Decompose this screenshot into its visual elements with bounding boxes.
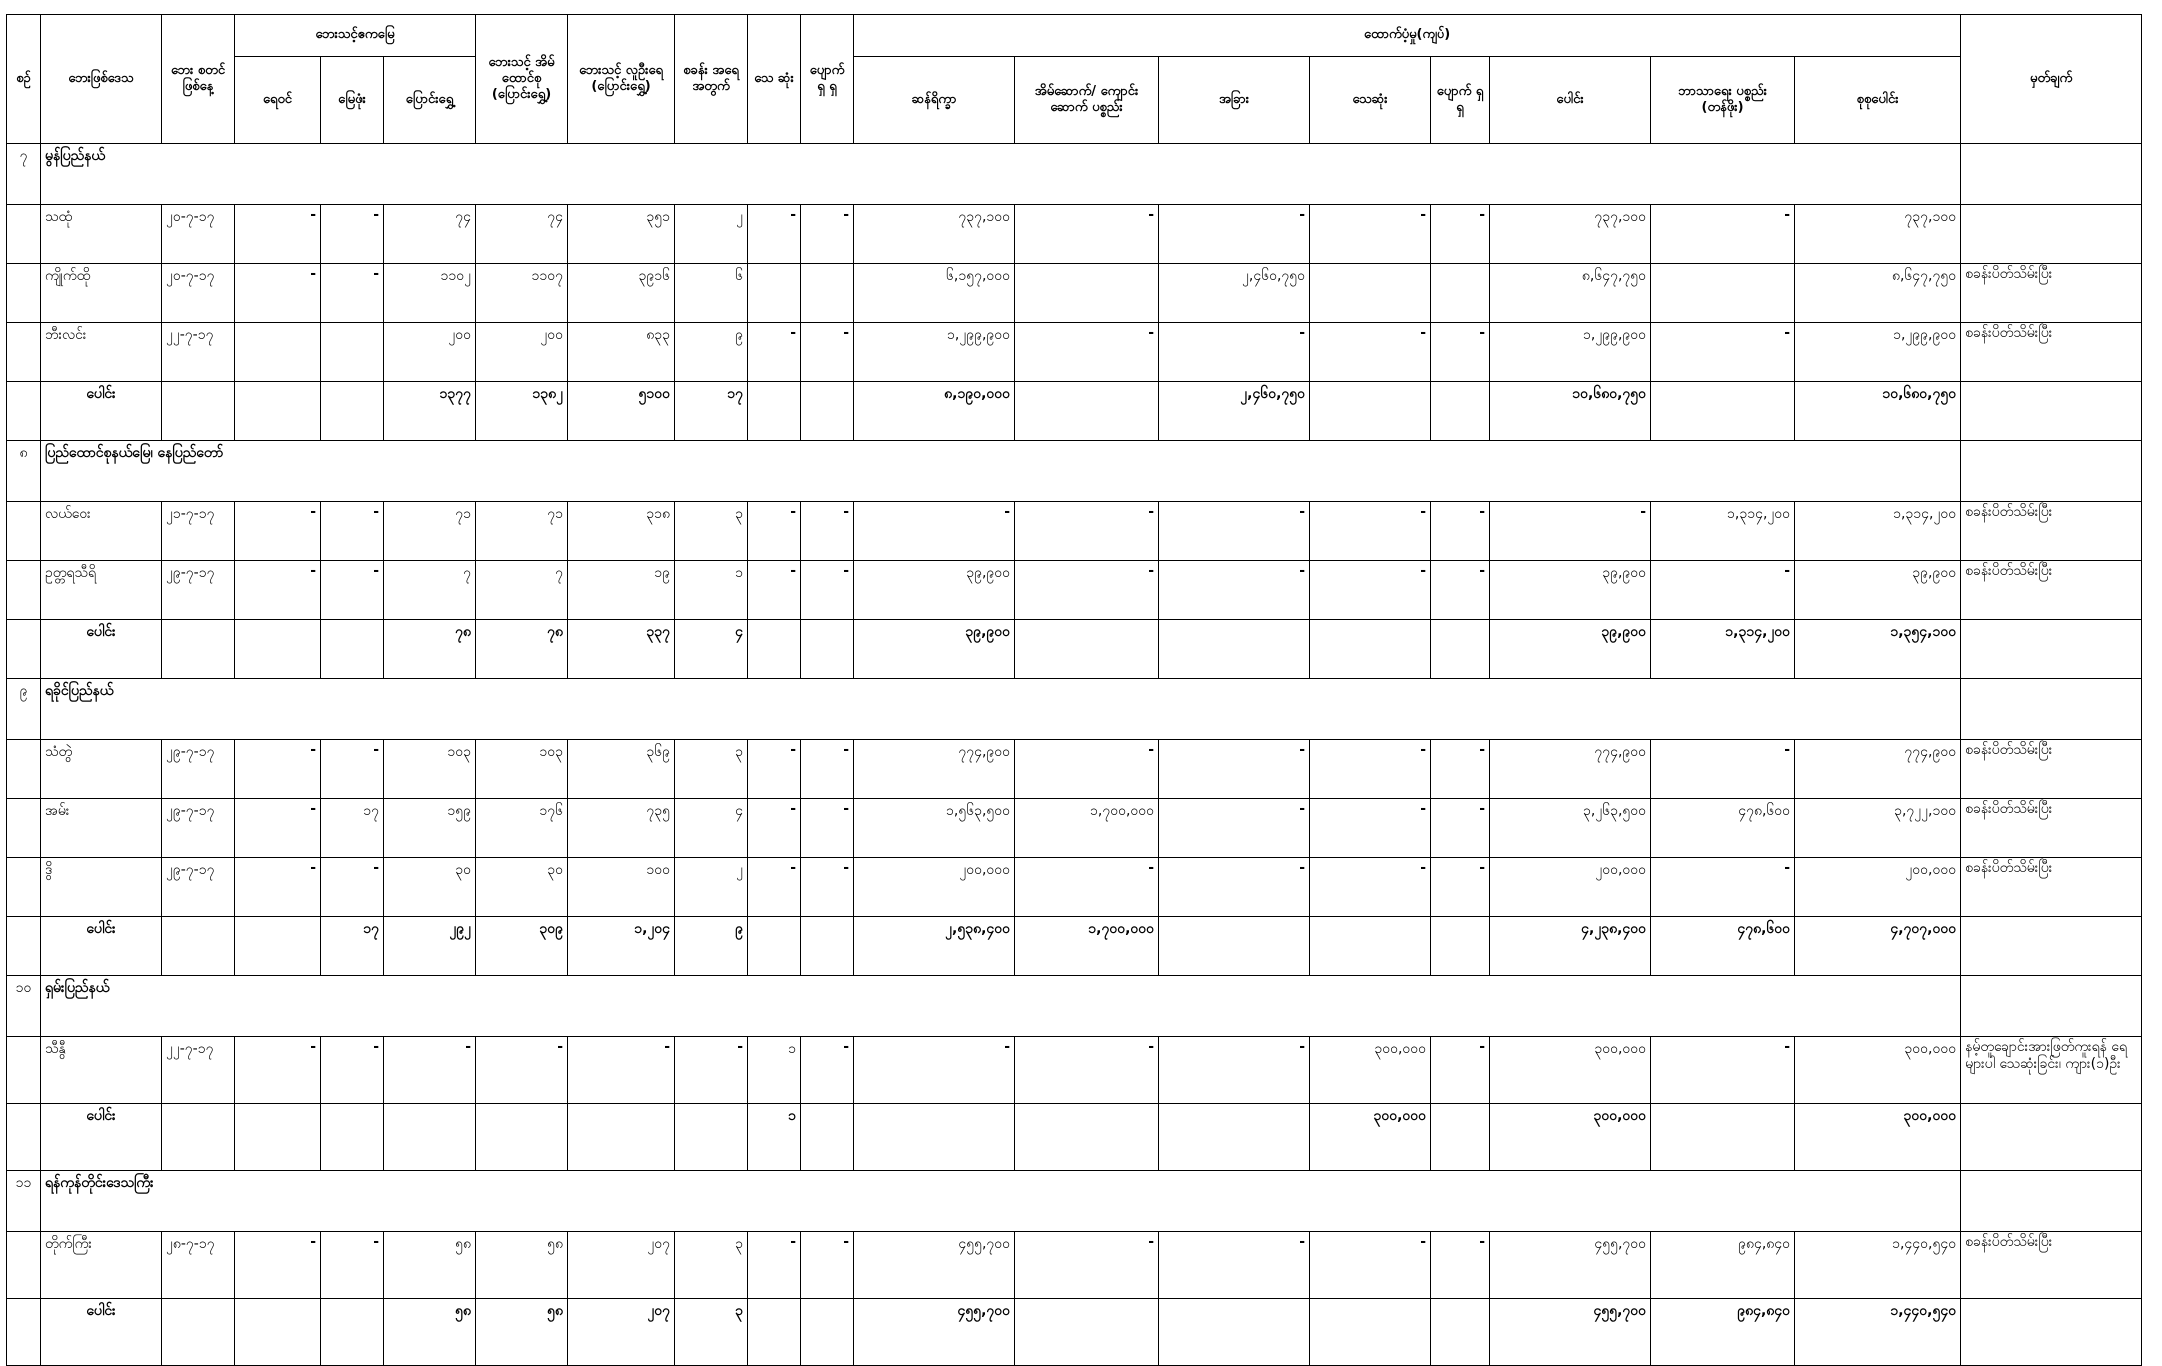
row-donor: -	[1651, 858, 1795, 917]
row-households: ၇	[476, 561, 568, 620]
section-title: မွန်ပြည်နယ်	[41, 144, 1961, 205]
row-grand-total: ၁,၄၄၀,၅၄၀	[1795, 1232, 1961, 1299]
row-housing: -	[1015, 502, 1159, 561]
row-acres: ၁၅၉	[384, 799, 476, 858]
section-remark-cell	[1961, 1171, 2142, 1232]
row-households: ၁၁၀၇	[476, 264, 568, 323]
total-label: ပေါင်း	[41, 1299, 162, 1366]
row-remark: နမ့်တူချောင်းအားဖြတ်ကူးရန် ရေများပါ သေဆုံးခြင်း၊ ကျား(၁)ဦး	[1961, 1037, 2142, 1104]
row-buried: -	[321, 858, 384, 917]
row-region: လယ်ဝေး	[41, 502, 162, 561]
header-total-acres: ပြောင်းရွှေ့	[384, 57, 476, 144]
total-donor: ၉၈၄,၈၄၀	[1651, 1299, 1795, 1366]
row-camps: -	[675, 1037, 748, 1104]
relief-report-table	[6, 14, 2142, 1366]
row-cash: ၃၉,၉၀၀	[854, 561, 1015, 620]
total-support: ၄,၂၃၈,၄၀၀	[1490, 917, 1651, 976]
row-acres: -	[384, 1037, 476, 1104]
row-date: ၂၉-၇-၁၇	[162, 858, 235, 917]
total-persons: ၁,၂၀၄	[568, 917, 675, 976]
total-persons: ၂၀၇	[568, 1299, 675, 1366]
total-persons: ၅၁၀၀	[568, 382, 675, 441]
total-cash: ၃၉,၉၀၀	[854, 620, 1015, 679]
row-paddy: -	[235, 1037, 321, 1104]
header-cash: ဆန်ရိက္ခာ	[854, 57, 1015, 144]
header-date: ဘေး စတင် ဖြစ်နေ့	[162, 15, 235, 144]
header-missing: ပျောက် ရှ ရှ	[801, 15, 854, 144]
row-cash: ၂၀၀,၀၀၀	[854, 858, 1015, 917]
row-housing: -	[1015, 1037, 1159, 1104]
row-donor: -	[1651, 561, 1795, 620]
total-households: ၃၀၉	[476, 917, 568, 976]
table-row	[7, 740, 2142, 799]
total-donor: ၁,၃၁၄,၂၀၀	[1651, 620, 1795, 679]
total-support: ၁၀,၆၈၀,၇၅၀	[1490, 382, 1651, 441]
row-persons: ၃၁၈	[568, 502, 675, 561]
row-grand-total: ၁,၃၁၄,၂၀၀	[1795, 502, 1961, 561]
total-camps: ၃	[675, 1299, 748, 1366]
section-row	[7, 679, 2142, 740]
row-camps: ၂	[675, 205, 748, 264]
header-persons: ဘေးသင့် လူဦးရေ (ပြောင်းရွှေ့)	[568, 15, 675, 144]
row-acres: ၇၁	[384, 502, 476, 561]
section-remark-cell	[1961, 441, 2142, 502]
row-other: -	[1159, 1232, 1310, 1299]
row-death-grant: -	[1310, 858, 1431, 917]
header-households: ဘေးသင့် အိမ် ထောင်စု (ပြောင်းရွှေ့)	[476, 15, 568, 144]
row-region: သီနွီ	[41, 1037, 162, 1104]
total-acres: ၅၈	[384, 1299, 476, 1366]
row-camps: ၉	[675, 323, 748, 382]
total-cash: ၂,၅၃၈,၄၀၀	[854, 917, 1015, 976]
row-housing	[1015, 264, 1159, 323]
row-persons: ၁၉	[568, 561, 675, 620]
row-date: ၂၉-၇-၁၇	[162, 799, 235, 858]
total-support: ၃၉,၉၀၀	[1490, 620, 1651, 679]
row-deaths: -	[748, 502, 801, 561]
table-header	[7, 15, 2142, 144]
row-persons: -	[568, 1037, 675, 1104]
table-body	[7, 144, 2142, 1366]
row-donor	[1651, 264, 1795, 323]
total-grand: ၁,၄၄၀,၅၄၀	[1795, 1299, 1961, 1366]
header-damage-group: ဘေးသင့်ဧကမြေ	[235, 15, 476, 57]
total-households: ၁၃၈၂	[476, 382, 568, 441]
row-total-support: ၄၅၅,၇၀၀	[1490, 1232, 1651, 1299]
row-households: ၇၄	[476, 205, 568, 264]
row-remark: စခန်းပိတ်သိမ်းပြီး	[1961, 502, 2142, 561]
row-missing: -	[801, 740, 854, 799]
total-grand: ၁,၃၅၄,၁၀၀	[1795, 620, 1961, 679]
total-acres: ၂၉၂	[384, 917, 476, 976]
row-camps: ၃	[675, 1232, 748, 1299]
total-row	[7, 1104, 2142, 1171]
row-missing-grant: -	[1431, 205, 1490, 264]
row-missing: -	[801, 205, 854, 264]
total-other: ၂,၄၆၀,၇၅၀	[1159, 382, 1310, 441]
header-deaths: သေ ဆုံး	[748, 15, 801, 144]
row-camps: ၄	[675, 799, 748, 858]
row-deaths: -	[748, 1232, 801, 1299]
row-households: ၁၇၆	[476, 799, 568, 858]
row-acres: ၅၈	[384, 1232, 476, 1299]
row-deaths: -	[748, 740, 801, 799]
row-missing: -	[801, 1232, 854, 1299]
row-other: -	[1159, 502, 1310, 561]
section-title: ပြည်ထောင်စုနယ်မြေ၊ နေပြည်တော်	[41, 441, 1961, 502]
row-paddy: -	[235, 1232, 321, 1299]
row-cash: -	[854, 1037, 1015, 1104]
row-missing-grant: -	[1431, 1232, 1490, 1299]
row-grand-total: ၃,၇၂၂,၁၀၀	[1795, 799, 1961, 858]
header-housing: အိမ်ဆောက်/ ကျောင်းဆောက် ပစ္စည်း	[1015, 57, 1159, 144]
row-missing: -	[801, 323, 854, 382]
row-camps: ၃	[675, 740, 748, 799]
header-region: ဘေးဖြစ်ဒေသ	[41, 15, 162, 144]
total-label: ပေါင်း	[41, 382, 162, 441]
row-remark: စခန်းပိတ်သိမ်းပြီး	[1961, 264, 2142, 323]
total-grand: ၃၀၀,၀၀၀	[1795, 1104, 1961, 1171]
row-camps: ၆	[675, 264, 748, 323]
total-grand: ၄,၇၀၇,၀၀၀	[1795, 917, 1961, 976]
total-donor: ၄၇၈,၆၀၀	[1651, 917, 1795, 976]
header-buried: မြေဖုံး	[321, 57, 384, 144]
row-region: ကျိုက်ထို	[41, 264, 162, 323]
row-region: တိုက်ကြီး	[41, 1232, 162, 1299]
row-remark: စခန်းပိတ်သိမ်းပြီး	[1961, 858, 2142, 917]
row-missing: -	[801, 502, 854, 561]
row-persons: ၂၀၇	[568, 1232, 675, 1299]
row-total-support: ၃,၂၆၃,၅၀၀	[1490, 799, 1651, 858]
row-paddy: -	[235, 502, 321, 561]
total-support: ၄၅၅,၇၀၀	[1490, 1299, 1651, 1366]
total-row	[7, 620, 2142, 679]
section-remark-cell	[1961, 976, 2142, 1037]
row-buried: -	[321, 1037, 384, 1104]
row-camps: ၃	[675, 502, 748, 561]
header-camps: စခန်း အရေ အတွက်	[675, 15, 748, 144]
row-other: -	[1159, 205, 1310, 264]
row-remark: စခန်းပိတ်သိမ်းပြီး	[1961, 561, 2142, 620]
table-row	[7, 1037, 2142, 1104]
row-date: ၂၀-၇-၁၇	[162, 264, 235, 323]
row-date: ၂၂-၇-၁၇	[162, 323, 235, 382]
row-donor: -	[1651, 1037, 1795, 1104]
row-other: -	[1159, 740, 1310, 799]
row-missing	[801, 264, 854, 323]
row-date: ၂၈-၇-၁၇	[162, 1232, 235, 1299]
row-households: ၇၁	[476, 502, 568, 561]
row-cash: ၁,၂၉၉,၉၀၀	[854, 323, 1015, 382]
total-camps: ၄	[675, 620, 748, 679]
row-death-grant: -	[1310, 205, 1431, 264]
row-missing-grant: -	[1431, 561, 1490, 620]
total-death-grant: ၃၀၀,၀၀၀	[1310, 1104, 1431, 1171]
section-row	[7, 144, 2142, 205]
row-persons: ၇၃၅	[568, 799, 675, 858]
row-missing: -	[801, 799, 854, 858]
total-persons: ၃၃၇	[568, 620, 675, 679]
row-death-grant: -	[1310, 502, 1431, 561]
total-label: ပေါင်း	[41, 620, 162, 679]
row-total-support: ၂၀၀,၀၀၀	[1490, 858, 1651, 917]
total-support: ၃၀၀,၀၀၀	[1490, 1104, 1651, 1171]
row-remark: စခန်းပိတ်သိမ်းပြီး	[1961, 1232, 2142, 1299]
row-cash: ၇၇၄,၉၀၀	[854, 740, 1015, 799]
row-cash: ၁,၅၆၃,၅၀၀	[854, 799, 1015, 858]
row-acres: ၂၀၀	[384, 323, 476, 382]
row-housing: -	[1015, 1232, 1159, 1299]
row-total-support: ၃၀၀,၀၀၀	[1490, 1037, 1651, 1104]
header-remark: မှတ်ချက်	[1961, 15, 2142, 144]
row-region: သထုံ	[41, 205, 162, 264]
row-persons: ၃၉၁၆	[568, 264, 675, 323]
row-remark	[1961, 205, 2142, 264]
row-other: -	[1159, 858, 1310, 917]
section-remark-cell	[1961, 679, 2142, 740]
row-paddy: -	[235, 561, 321, 620]
row-death-grant: -	[1310, 1232, 1431, 1299]
row-persons: ၃၆၉	[568, 740, 675, 799]
table-row	[7, 1232, 2142, 1299]
header-seq: စဉ်	[7, 15, 41, 144]
section-title: ရခိုင်ပြည်နယ်	[41, 679, 1961, 740]
total-row	[7, 382, 2142, 441]
row-housing: -	[1015, 205, 1159, 264]
header-other: အခြား	[1159, 57, 1310, 144]
row-cash: ၆,၁၅၇,၀၀၀	[854, 264, 1015, 323]
total-acres: ၁၃၇၇	[384, 382, 476, 441]
row-remark: စခန်းပိတ်သိမ်းပြီး	[1961, 323, 2142, 382]
row-cash: ၇၃၇,၁၀၀	[854, 205, 1015, 264]
row-households: -	[476, 1037, 568, 1104]
row-donor: -	[1651, 205, 1795, 264]
row-missing-grant: -	[1431, 858, 1490, 917]
row-donor: ၉၈၄,၈၄၀	[1651, 1232, 1795, 1299]
header-death-grant: သေဆုံး	[1310, 57, 1431, 144]
total-households: ၇၈	[476, 620, 568, 679]
total-camps: ၉	[675, 917, 748, 976]
total-households: ၅၈	[476, 1299, 568, 1366]
row-region: ဒွိ	[41, 858, 162, 917]
row-housing: -	[1015, 561, 1159, 620]
header-total-support: ပေါင်း	[1490, 57, 1651, 144]
row-deaths	[748, 264, 801, 323]
row-death-grant: -	[1310, 323, 1431, 382]
table-row	[7, 502, 2142, 561]
row-deaths: -	[748, 561, 801, 620]
row-other: ၂,၄၆၀,၇၅၀	[1159, 264, 1310, 323]
total-acres: ၇၈	[384, 620, 476, 679]
row-death-grant: -	[1310, 561, 1431, 620]
row-paddy: -	[235, 205, 321, 264]
row-grand-total: ၂၀၀,၀၀၀	[1795, 858, 1961, 917]
row-grand-total: ၇၇၄,၉၀၀	[1795, 740, 1961, 799]
row-buried: -	[321, 264, 384, 323]
row-region: သံတွဲ	[41, 740, 162, 799]
row-cash: -	[854, 502, 1015, 561]
row-other: -	[1159, 561, 1310, 620]
row-camps: ၁	[675, 561, 748, 620]
section-remark-cell	[1961, 144, 2142, 205]
row-paddy: -	[235, 799, 321, 858]
row-total-support: -	[1490, 502, 1651, 561]
row-grand-total: ၃၉,၉၀၀	[1795, 561, 1961, 620]
row-households: ၂၀၀	[476, 323, 568, 382]
row-buried: ၁၇	[321, 799, 384, 858]
table-row	[7, 205, 2142, 264]
row-persons: ၃၅၁	[568, 205, 675, 264]
row-camps: ၂	[675, 858, 748, 917]
row-households: ၃၀	[476, 858, 568, 917]
row-buried: -	[321, 502, 384, 561]
row-grand-total: ၇၃၇,၁၀၀	[1795, 205, 1961, 264]
row-death-grant: -	[1310, 799, 1431, 858]
row-missing-grant: -	[1431, 740, 1490, 799]
table-row	[7, 799, 2142, 858]
total-camps: ၁၇	[675, 382, 748, 441]
row-acres: ၁၁၀၂	[384, 264, 476, 323]
row-total-support: ၇၇၄,၉၀၀	[1490, 740, 1651, 799]
row-missing-grant: -	[1431, 799, 1490, 858]
section-number: ၁၀	[7, 976, 41, 1037]
row-grand-total: ၁,၂၉၉,၉၀၀	[1795, 323, 1961, 382]
row-missing-grant: -	[1431, 323, 1490, 382]
header-grand-total: စုစုပေါင်း	[1795, 57, 1961, 144]
row-donor: -	[1651, 740, 1795, 799]
row-donor: ၁,၃၁၄,၂၀၀	[1651, 502, 1795, 561]
row-households: ၁၀၃	[476, 740, 568, 799]
total-grand: ၁၀,၆၈၀,၇၅၀	[1795, 382, 1961, 441]
row-total-support: ၈,၆၄၇,၇၅၀	[1490, 264, 1651, 323]
row-persons: ၈၃၃	[568, 323, 675, 382]
row-date: ၂၁-၇-၁၇	[162, 502, 235, 561]
section-title: ရန်ကုန်တိုင်းဒေသကြီး	[41, 1171, 1961, 1232]
row-total-support: ၃၉,၉၀၀	[1490, 561, 1651, 620]
row-acres: ၃၀	[384, 858, 476, 917]
row-buried: -	[321, 561, 384, 620]
header-missing-grant: ပျောက် ရှ ရှ	[1431, 57, 1490, 144]
row-buried: -	[321, 1232, 384, 1299]
row-donor: -	[1651, 323, 1795, 382]
total-other	[1159, 620, 1310, 679]
header-paddy: ရေဝင်	[235, 57, 321, 144]
row-grand-total: ၃၀၀,၀၀၀	[1795, 1037, 1961, 1104]
total-label: ပေါင်း	[41, 917, 162, 976]
row-households: ၅၈	[476, 1232, 568, 1299]
row-death-grant: -	[1310, 740, 1431, 799]
total-buried: ၁၇	[321, 917, 384, 976]
total-row	[7, 917, 2142, 976]
total-cash: ၈,၁၉၀,၀၀၀	[854, 382, 1015, 441]
row-buried: -	[321, 740, 384, 799]
total-cash: ၄၅၅,၇၀၀	[854, 1299, 1015, 1366]
row-death-grant: ၃၀၀,၀၀၀	[1310, 1037, 1431, 1104]
section-title: ရှမ်းပြည်နယ်	[41, 976, 1961, 1037]
row-housing: -	[1015, 858, 1159, 917]
row-paddy	[235, 323, 321, 382]
section-row	[7, 441, 2142, 502]
table-row	[7, 561, 2142, 620]
table-row	[7, 858, 2142, 917]
row-region: ဘီးလင်း	[41, 323, 162, 382]
row-grand-total: ၈,၆၄၇,၇၅၀	[1795, 264, 1961, 323]
row-acres: ၁၀၃	[384, 740, 476, 799]
table-row	[7, 323, 2142, 382]
row-persons: ၁၀၀	[568, 858, 675, 917]
row-paddy: -	[235, 740, 321, 799]
section-number: ၁၁	[7, 1171, 41, 1232]
row-date: ၂၉-၇-၁၇	[162, 561, 235, 620]
row-housing: -	[1015, 323, 1159, 382]
row-date: ၂၂-၇-၁၇	[162, 1037, 235, 1104]
row-deaths: -	[748, 799, 801, 858]
row-paddy: -	[235, 264, 321, 323]
row-donor: ၄၇၈,၆၀၀	[1651, 799, 1795, 858]
section-row	[7, 1171, 2142, 1232]
row-missing-grant: -	[1431, 502, 1490, 561]
row-missing: -	[801, 561, 854, 620]
row-missing-grant	[1431, 264, 1490, 323]
row-region: အမ်း	[41, 799, 162, 858]
row-date: ၂၉-၇-၁၇	[162, 740, 235, 799]
row-deaths: -	[748, 205, 801, 264]
row-missing-grant: -	[1431, 1037, 1490, 1104]
row-missing: -	[801, 1037, 854, 1104]
row-cash: ၄၅၅,၇၀၀	[854, 1232, 1015, 1299]
row-deaths: -	[748, 858, 801, 917]
row-other: -	[1159, 323, 1310, 382]
row-paddy: -	[235, 858, 321, 917]
row-other: -	[1159, 1037, 1310, 1104]
header-relief-group: ထောက်ပံ့မှု(ကျပ်)	[854, 15, 1961, 57]
header-donor: ဘာသာရေး ပစ္စည်း (တန်ဖိုး)	[1651, 57, 1795, 144]
row-death-grant	[1310, 264, 1431, 323]
total-deaths: ၁	[748, 1104, 801, 1171]
row-acres: ၇	[384, 561, 476, 620]
table-row	[7, 264, 2142, 323]
row-acres: ၇၄	[384, 205, 476, 264]
row-deaths: ၁	[748, 1037, 801, 1104]
section-number: ၇	[7, 144, 41, 205]
row-total-support: ၁,၂၉၉,၉၀၀	[1490, 323, 1651, 382]
row-total-support: ၇၃၇,၁၀၀	[1490, 205, 1651, 264]
total-label: ပေါင်း	[41, 1104, 162, 1171]
total-housing: ၁,၇၀၀,၀၀၀	[1015, 917, 1159, 976]
row-date: ၂၀-၇-၁၇	[162, 205, 235, 264]
row-housing: -	[1015, 740, 1159, 799]
section-number: ၈	[7, 441, 41, 502]
row-other: -	[1159, 799, 1310, 858]
row-buried: -	[321, 205, 384, 264]
row-housing: ၁,၇၀၀,၀၀၀	[1015, 799, 1159, 858]
total-row	[7, 1299, 2142, 1366]
row-region: ဥတ္တရသီရိ	[41, 561, 162, 620]
row-missing: -	[801, 858, 854, 917]
section-row	[7, 976, 2142, 1037]
row-remark: စခန်းပိတ်သိမ်းပြီး	[1961, 799, 2142, 858]
row-deaths: -	[748, 323, 801, 382]
row-remark: စခန်းပိတ်သိမ်းပြီး	[1961, 740, 2142, 799]
row-buried	[321, 323, 384, 382]
section-number: ၉	[7, 679, 41, 740]
